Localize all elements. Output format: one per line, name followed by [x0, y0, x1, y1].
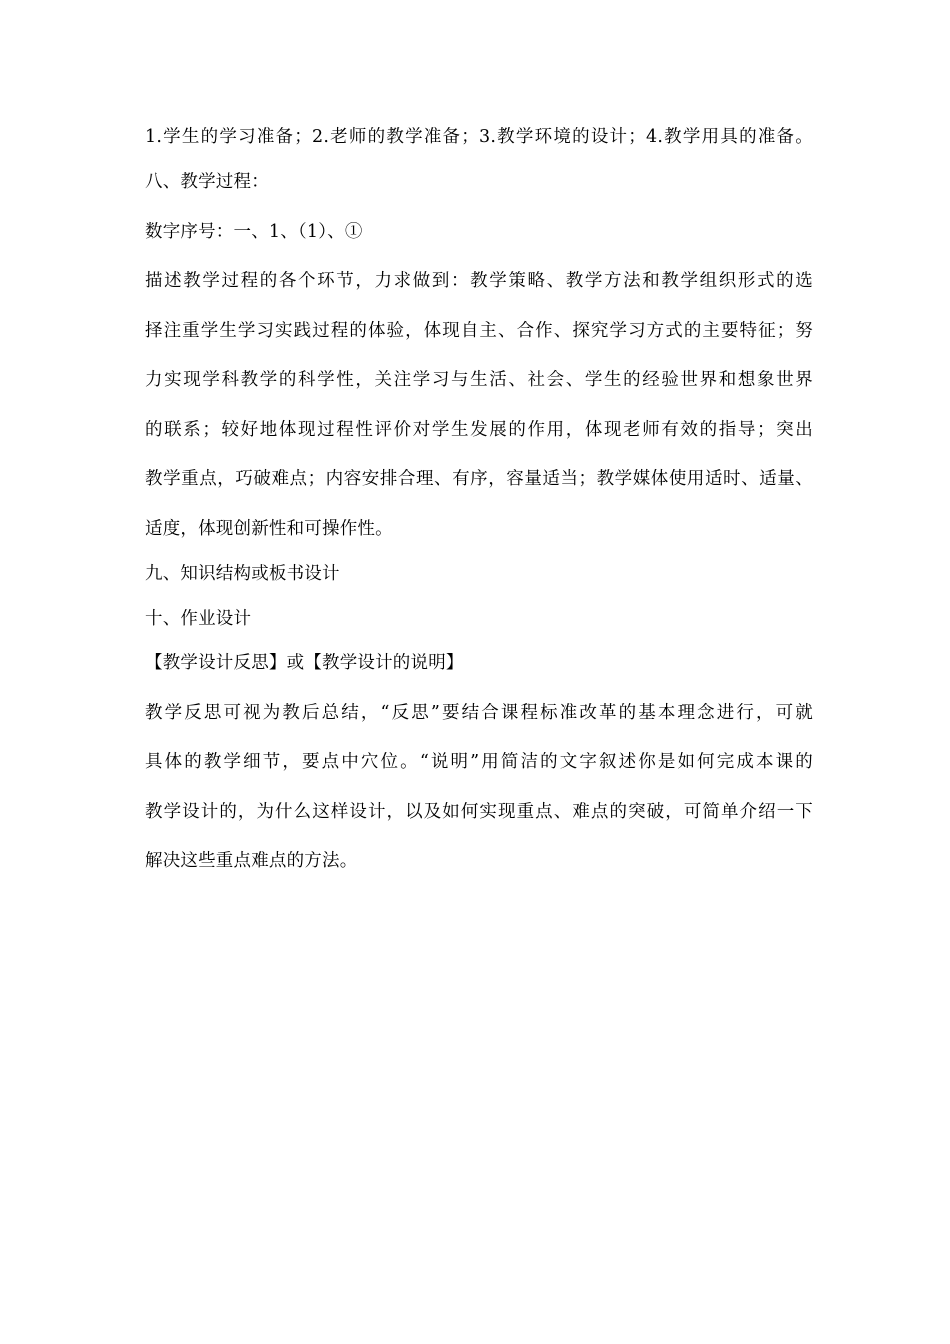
- paragraph-line: 教学反思可视为教后总结，“反思”要结合课程标准改革的基本理念进行，可就: [145, 703, 813, 723]
- paragraph-line: 描述教学过程的各个环节，力求做到：教学策略、教学方法和教学组织形式的选: [145, 271, 813, 291]
- section-heading-teaching-process: 八、教学过程：: [145, 172, 269, 192]
- section-heading-knowledge-structure: 九、知识结构或板书设计: [145, 564, 340, 584]
- paragraph-line: 教学设计的，为什么这样设计，以及如何实现重点、难点的突破，可简单介绍一下: [145, 802, 813, 822]
- prep-list-line: 1.学生的学习准备；2.老师的教学准备；3.教学环境的设计；4.教学用具的准备。: [145, 127, 813, 147]
- paragraph-line: 教学重点，巧破难点；内容安排合理、有序，容量适当；教学媒体使用适时、适量、: [145, 469, 813, 489]
- section-heading-reflection: 【教学设计反思】或【教学设计的说明】: [145, 653, 464, 673]
- section-heading-homework: 十、作业设计: [145, 609, 252, 629]
- paragraph-line: 适度，体现创新性和可操作性。: [145, 519, 393, 539]
- paragraph-line: 的联系；较好地体现过程性评价对学生发展的作用，体现老师有效的指导；突出: [145, 420, 813, 440]
- paragraph-line: 具体的教学细节，要点中穴位。“说明”用简洁的文字叙述你是如何完成本课的: [145, 752, 813, 772]
- paragraph-line: 解决这些重点难点的方法。: [145, 851, 358, 871]
- numbering-format-line: 数字序号：一、1、（1）、①: [145, 222, 363, 242]
- paragraph-line: 力实现学科教学的科学性，关注学习与生活、社会、学生的经验世界和想象世界: [145, 370, 813, 390]
- paragraph-line: 择注重学生学习实践过程的体验，体现自主、合作、探究学习方式的主要特征；努: [145, 321, 813, 341]
